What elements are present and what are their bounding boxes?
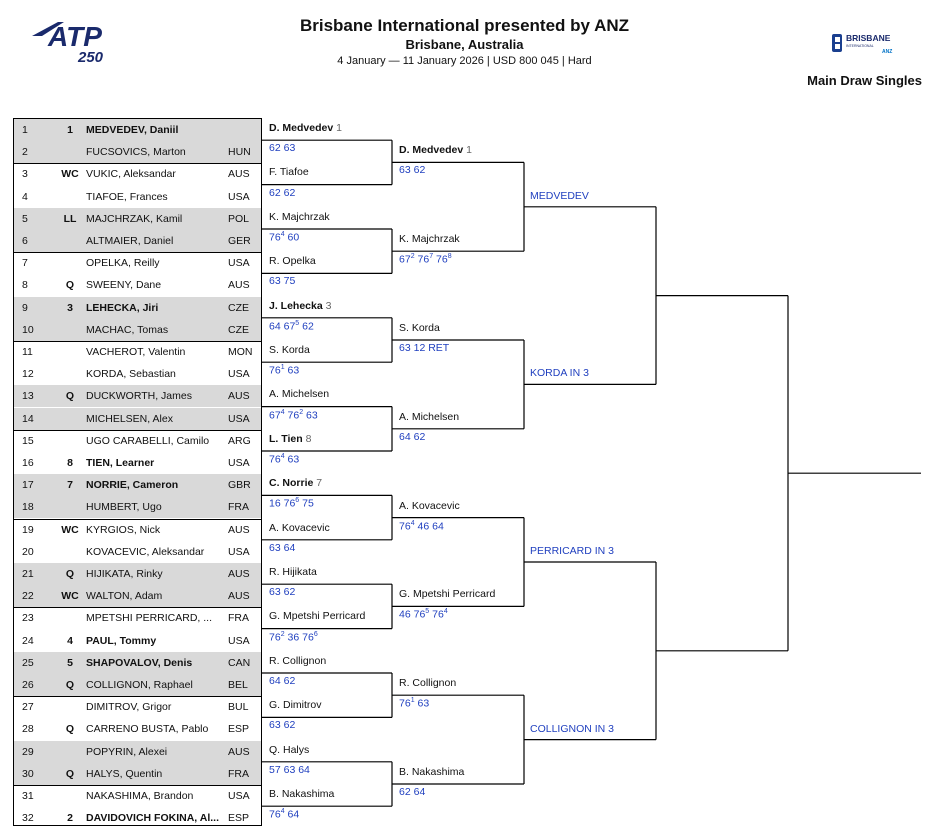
entry-player-name: CARRENO BUSTA, Pablo xyxy=(86,723,209,736)
entry-player-name: MEDVEDEV, Daniil xyxy=(86,124,179,136)
entry-country: CZE xyxy=(228,301,249,314)
entry-player-name: DIMITROV, Grigor xyxy=(86,701,172,714)
bracket-player xyxy=(269,122,342,134)
entry-number: 5 xyxy=(22,212,28,225)
entry-player-name: HALYS, Quentin xyxy=(86,767,163,780)
entry-player-name: DAVIDOVICH FOKINA, Al... xyxy=(86,812,220,825)
draw-label: Main Draw Singles xyxy=(807,73,922,88)
entry-country: ESP xyxy=(228,812,250,825)
entry-number: 15 xyxy=(22,434,34,447)
entry-seed: 3 xyxy=(67,301,73,314)
match-score: 63 12 RET xyxy=(399,342,450,354)
bracket-player xyxy=(399,500,460,512)
bracket-player-seed: 8 xyxy=(302,432,312,445)
entry-country: USA xyxy=(228,457,250,469)
entry-number: 1 xyxy=(22,124,28,136)
bracket-player-seed: 7 xyxy=(313,477,323,490)
entry-country: CZE xyxy=(228,323,249,336)
entry-number: 6 xyxy=(22,235,28,247)
bracket-player-name: G. Mpetshi Perricard xyxy=(399,588,496,601)
bracket-player xyxy=(399,766,464,778)
bracket-player-seed: 1 xyxy=(463,144,472,157)
entry-seed: WC xyxy=(61,168,79,181)
entry-number: 21 xyxy=(22,568,34,580)
entry-country: AUS xyxy=(228,279,250,292)
entry-number: 20 xyxy=(22,545,34,558)
entry-number: 29 xyxy=(22,745,34,758)
entry-seed: Q xyxy=(65,568,75,580)
entry-seed: Q xyxy=(65,390,75,403)
bracket-player xyxy=(269,388,329,400)
bracket-player xyxy=(399,677,456,689)
bracket-player-name: B. Nakashima xyxy=(269,788,335,800)
entry-number: 23 xyxy=(22,612,34,625)
entry-seed: 8 xyxy=(67,457,73,469)
match-score: $67^4$ $76^2$ 63 xyxy=(269,408,318,422)
entry-player-name: PAUL, Tommy xyxy=(86,634,157,647)
bracket-player-name: A. Michelsen xyxy=(399,410,460,423)
entry-number: 30 xyxy=(22,767,34,780)
bracket-player-name: S. Korda xyxy=(399,322,440,334)
entry-seed: WC xyxy=(61,523,79,536)
bracket-player-name: A. Kovacevic xyxy=(269,521,330,534)
entry-player-name: OPELKA, Reilly xyxy=(86,257,160,270)
atp-logo-sub: 250 xyxy=(78,49,104,66)
entry-country: AUS xyxy=(228,390,250,403)
match-score: $76^4$ 60 xyxy=(269,231,300,244)
entry-country: USA xyxy=(228,190,250,203)
bracket-player-name: B. Nakashima xyxy=(399,766,465,778)
bracket-player-name: S. Korda xyxy=(269,344,310,356)
match-score: $67^2$ $76^7$ $76^8$ xyxy=(399,253,452,266)
atp-logo-text: ATP xyxy=(48,21,102,52)
entry-player-name: SWEENY, Dane xyxy=(86,279,162,292)
bracket-player-name: J. Lehecka xyxy=(269,299,323,312)
entry-player-name: DUCKWORTH, James xyxy=(86,390,192,403)
bracket-player xyxy=(269,699,322,711)
entry-seed: Q xyxy=(65,679,75,691)
bracket-player-name: R. Hijikata xyxy=(269,566,317,578)
match-score: 57 63 64 xyxy=(269,763,310,776)
entry-player-name: ALTMAIER, Daniel xyxy=(86,235,174,247)
bracket-player xyxy=(269,655,326,667)
entry-player-name: UGO CARABELLI, Camilo xyxy=(86,434,210,447)
entry-country: POL xyxy=(228,212,250,225)
entry-country: GER xyxy=(228,235,251,247)
entry-number: 26 xyxy=(22,679,34,691)
entry-player-name: FUCSOVICS, Marton xyxy=(86,146,186,159)
entry-country: USA xyxy=(228,790,250,802)
entry-seed: 4 xyxy=(67,634,73,647)
match-score: 64 $67^5$ 62 xyxy=(269,319,314,333)
entry-number: 18 xyxy=(22,501,34,514)
entry-player-name: MPETSHI PERRICARD, ... xyxy=(86,612,213,625)
entry-player-name: VACHEROT, Valentin xyxy=(86,346,186,358)
bracket-player-name: G. Mpetshi Perricard xyxy=(269,610,366,623)
match-score: $76^1$ 63 xyxy=(269,364,300,377)
bracket-player xyxy=(269,211,330,223)
bracket-player xyxy=(269,744,309,756)
entry-country: FRA xyxy=(228,767,249,780)
entry-player-name: WALTON, Adam xyxy=(86,590,163,603)
entry-number: 10 xyxy=(22,323,34,336)
bracket-player-name: D. Medvedev xyxy=(269,122,334,134)
bracket-player xyxy=(269,300,331,312)
match-score: 62 64 xyxy=(399,786,426,798)
entry-country: AUS xyxy=(228,590,250,603)
bracket-player xyxy=(399,233,460,245)
entry-country: FRA xyxy=(228,501,249,514)
bracket-player-name: K. Majchrzak xyxy=(269,210,330,223)
entry-number: 31 xyxy=(22,790,34,802)
bracket-player xyxy=(269,566,317,578)
match-score: 62 63 xyxy=(269,142,296,155)
entry-number: 12 xyxy=(22,368,34,381)
entry-player-name: LEHECKA, Jiri xyxy=(86,301,159,314)
bracket-player-name: R. Collignon xyxy=(269,654,327,667)
entry-seed: 5 xyxy=(67,656,73,669)
entry-seed: Q xyxy=(65,279,75,292)
entry-player-name: TIAFOE, Frances xyxy=(86,190,168,203)
quarterfinal-entry: PERRICARD IN 3 xyxy=(530,545,615,557)
bracket-player-seed: 1 xyxy=(333,122,342,134)
bracket-player xyxy=(399,322,440,334)
logo-line2: INTERNATIONAL xyxy=(846,44,874,48)
entry-number: 4 xyxy=(22,190,28,203)
tournament-dates: 4 January — 11 January 2026 | USD 800 045 | Hard xyxy=(337,55,592,67)
entry-number: 27 xyxy=(22,701,34,714)
bracket-player-name: Q. Halys xyxy=(269,743,310,756)
bracket-player-name: K. Majchrzak xyxy=(399,233,460,246)
entry-country: USA xyxy=(228,412,250,425)
match-score: $76^4$ 64 xyxy=(269,808,300,821)
entry-number: 14 xyxy=(22,412,34,425)
entry-number: 32 xyxy=(22,812,34,825)
bracket-player xyxy=(399,588,495,600)
tournament-title: Brisbane International presented by ANZ xyxy=(299,16,630,35)
bracket-player-name: A. Michelsen xyxy=(269,388,330,401)
bracket-player-name: C. Norrie xyxy=(269,477,314,490)
match-score: $76^4$ 46 64 xyxy=(399,519,444,533)
bracket-player-name: R. Collignon xyxy=(399,677,457,690)
entry-number: 8 xyxy=(22,279,28,292)
entry-number: 11 xyxy=(22,346,33,358)
entry-seed: WC xyxy=(61,590,79,603)
entry-number: 19 xyxy=(22,523,34,536)
entry-player-name: MICHELSEN, Alex xyxy=(86,412,173,425)
entry-number: 24 xyxy=(22,634,34,647)
logo-line3: ANZ xyxy=(882,49,893,55)
entry-number: 2 xyxy=(22,146,28,159)
entry-number: 9 xyxy=(22,301,28,314)
entry-player-name: MACHAC, Tomas xyxy=(86,323,169,336)
bracket-player xyxy=(269,344,310,356)
entry-country: ESP xyxy=(228,723,250,736)
match-score: 64 62 xyxy=(399,430,426,443)
entry-number: 28 xyxy=(22,723,34,736)
entry-country: AUS xyxy=(228,568,250,580)
entry-country: USA xyxy=(228,545,250,558)
entry-country: MON xyxy=(228,346,253,358)
entry-country: AUS xyxy=(228,745,250,758)
entry-seed: 1 xyxy=(67,124,73,136)
entry-player-name: NAKASHIMA, Brandon xyxy=(86,790,194,802)
entry-player-name: COLLIGNON, Raphael xyxy=(86,679,193,691)
bracket-player xyxy=(269,522,330,534)
bracket-player-name: R. Opelka xyxy=(269,255,316,268)
bracket-player xyxy=(269,610,365,622)
entry-seed: Q xyxy=(65,723,75,736)
entry-player-name: NORRIE, Cameron xyxy=(86,479,179,492)
entry-country: USA xyxy=(228,634,250,647)
entry-player-name: SHAPOVALOV, Denis xyxy=(86,656,193,669)
entry-player-name: POPYRIN, Alexei xyxy=(86,745,168,758)
entry-number: 17 xyxy=(22,479,34,492)
match-score: 64 62 xyxy=(269,675,296,687)
match-score: $76^2$ 36 $76^6$ xyxy=(269,630,318,644)
entry-player-name: TIEN, Learner xyxy=(86,457,155,469)
entry-country: CAN xyxy=(228,656,251,669)
entry-number: 3 xyxy=(22,168,28,181)
bracket-player-name: F. Tiafoe xyxy=(269,166,309,179)
entry-country: ARG xyxy=(228,434,251,447)
entry-country: BUL xyxy=(228,701,249,714)
match-score: 63 64 xyxy=(269,541,296,554)
bracket-player-name: D. Medvedev xyxy=(399,144,464,157)
entry-country: FRA xyxy=(228,612,249,625)
match-score: 16 $76^6$ 75 xyxy=(269,497,314,510)
bracket-player-name: A. Kovacevic xyxy=(399,499,460,512)
bracket-player xyxy=(269,255,316,267)
bracket-player-seed: 3 xyxy=(322,299,332,312)
entry-player-name: VUKIC, Aleksandar xyxy=(86,168,176,181)
tournament-location: Brisbane, Australia xyxy=(405,37,524,52)
entry-number: 13 xyxy=(22,390,34,403)
bracket-player xyxy=(269,788,334,800)
entry-player-name: HIJIKATA, Rinky xyxy=(86,568,163,580)
bracket-player xyxy=(399,411,459,423)
bracket-player xyxy=(269,166,309,178)
bracket-player-name: L. Tien xyxy=(269,432,303,445)
entry-player-name: KOVACEVIC, Aleksandar xyxy=(86,545,205,558)
entry-player-name: MAJCHRZAK, Kamil xyxy=(86,212,183,225)
entry-number: 16 xyxy=(22,457,34,469)
entry-country: GBR xyxy=(228,479,251,492)
entry-seed: 2 xyxy=(67,812,73,825)
match-score: 63 62 xyxy=(399,164,426,177)
match-score: $76^1$ 63 xyxy=(399,697,430,710)
entry-player-name: HUMBERT, Ugo xyxy=(86,501,162,514)
entry-country: BEL xyxy=(228,679,248,691)
bracket-player xyxy=(269,433,311,445)
bracket-player xyxy=(269,477,322,489)
bracket-player xyxy=(399,144,472,156)
bracket-player-name: G. Dimitrov xyxy=(269,699,322,712)
entry-player-name: KYRGIOS, Nick xyxy=(86,523,161,536)
match-score: 62 62 xyxy=(269,186,296,199)
match-score: 63 75 xyxy=(269,275,296,288)
logo-line1: BRISBANE xyxy=(846,33,891,43)
quarterfinal-entry: KORDA IN 3 xyxy=(530,367,589,380)
entry-country: HUN xyxy=(228,146,251,159)
match-score: 63 62 xyxy=(269,586,296,599)
quarterfinal-entry: MEDVEDEV xyxy=(530,189,589,202)
entry-player-name: KORDA, Sebastian xyxy=(86,368,176,381)
match-score: 63 62 xyxy=(269,719,296,732)
entry-country: AUS xyxy=(228,523,250,536)
quarterfinal-entry: COLLIGNON IN 3 xyxy=(530,722,615,735)
entry-number: 7 xyxy=(22,257,28,270)
entry-seed: LL xyxy=(63,212,77,225)
entry-country: USA xyxy=(228,368,250,381)
entry-seed: Q xyxy=(65,767,75,780)
match-score: 46 $76^5$ $76^4$ xyxy=(399,608,448,621)
entry-country: USA xyxy=(228,257,250,270)
entry-number: 25 xyxy=(22,656,34,669)
entry-seed: 7 xyxy=(67,479,73,492)
entry-number: 22 xyxy=(22,590,34,603)
match-score: $76^4$ 63 xyxy=(269,453,300,466)
entry-country: AUS xyxy=(228,168,250,181)
